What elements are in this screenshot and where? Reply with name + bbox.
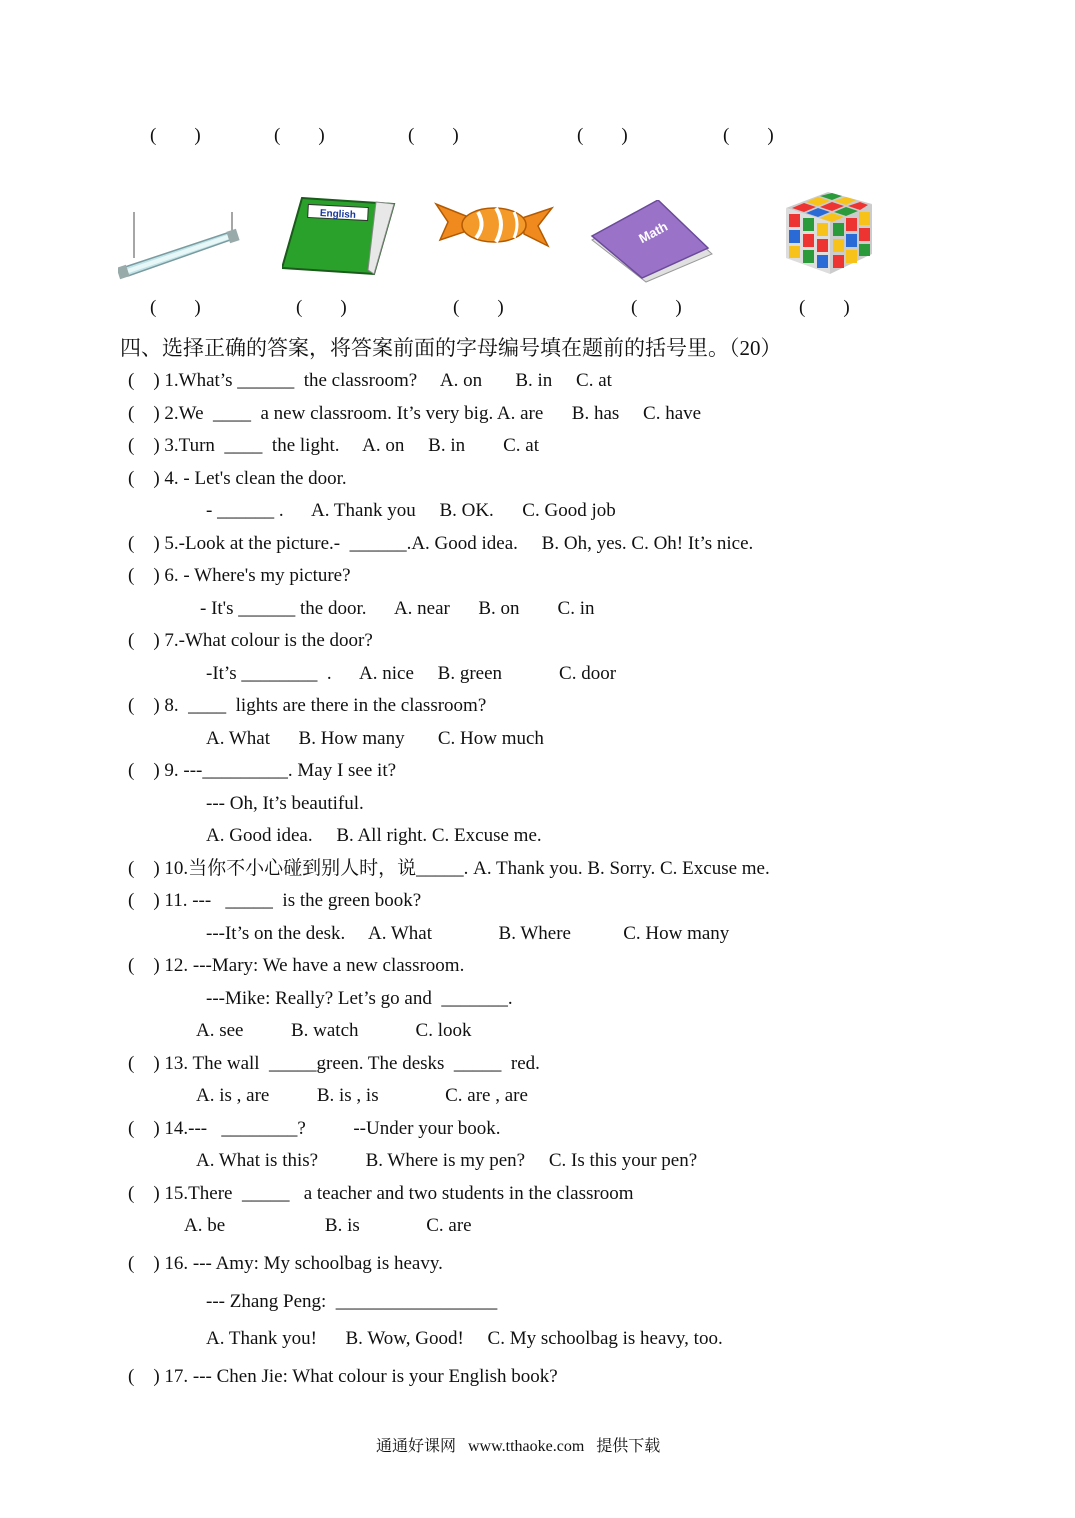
question-8-options: A. What B. How many C. How much (206, 728, 544, 749)
answer-paren-bottom-4[interactable]: ( ) (631, 297, 682, 318)
question-3: ( ) 3.Turn ____ the light. A. on B. in C. at (128, 435, 539, 456)
question-2: ( ) 2.We ____ a new classroom. It’s very big. A. are B. has C. have (128, 403, 702, 424)
question-11: ( ) 11. --- _____ is the green book? (128, 890, 422, 911)
answer-paren-top-1[interactable]: ( ) (150, 125, 201, 146)
question-14-options: A. What is this? B. Where is my pen? C. Is this your pen? (196, 1150, 698, 1171)
answer-paren-bottom-1[interactable]: ( ) (150, 297, 201, 318)
answer-paren-top-5[interactable]: ( ) (723, 125, 774, 146)
question-15-options: A. be B. is C. are (184, 1215, 472, 1236)
fluorescent-light-icon (118, 210, 240, 282)
question-16: ( ) 16. --- Amy: My schoolbag is heavy. (128, 1253, 443, 1274)
english-book-label: English (319, 208, 357, 221)
question-14: ( ) 14.--- ________? --Under your book. (128, 1118, 501, 1139)
question-16-reply: --- Zhang Peng: _________________ (206, 1291, 498, 1312)
question-12-options: A. see B. watch C. look (196, 1020, 472, 1041)
answer-paren-bottom-2[interactable]: ( ) (296, 297, 347, 318)
question-9: ( ) 9. ---_________. May I see it? (128, 760, 397, 781)
answer-paren-top-2[interactable]: ( ) (274, 125, 325, 146)
question-10: ( ) 10.当你不小心碰到别人时，说_____. A. Thank you. B. Sorry. C. Excuse me. (128, 858, 770, 879)
question-15: ( ) 15.There _____ a teacher and two students in the classroom (128, 1183, 634, 1204)
question-13-options: A. is , are B. is , is C. are , are (196, 1085, 528, 1106)
question-16-options: A. Thank you! B. Wow, Good! C. My schoolbag is heavy, too. (206, 1328, 723, 1349)
question-6-options: - It's ______ the door. A. near B. on C. in (200, 598, 595, 619)
answer-paren-bottom-5[interactable]: ( ) (799, 297, 850, 318)
question-12-reply: ---Mike: Really? Let’s go and _______. (206, 988, 513, 1009)
question-13: ( ) 13. The wall _____green. The desks _____ red. (128, 1053, 540, 1074)
section-heading: 四、选择正确的答案，将答案前面的字母编号填在题前的括号里。（20） (120, 336, 782, 360)
rubiks-cube-icon (782, 190, 876, 276)
answer-paren-top-4[interactable]: ( ) (577, 125, 628, 146)
question-7-options: -It’s ________ . A. nice B. green C. door (206, 663, 617, 684)
question-11-options: ---It’s on the desk. A. What B. Where C. How many (206, 923, 730, 944)
question-9-options: A. Good idea. B. All right. C. Excuse me. (206, 825, 542, 846)
candy-icon (434, 196, 554, 250)
question-7: ( ) 7.-What colour is the door? (128, 630, 373, 651)
question-4-options: - ______ . A. Thank you B. OK. C. Good job (206, 500, 616, 521)
question-9-reply: --- Oh, It’s beautiful. (206, 793, 364, 814)
question-4: ( ) 4. - Let's clean the door. (128, 468, 347, 489)
question-6: ( ) 6. - Where's my picture? (128, 565, 351, 586)
answer-paren-top-3[interactable]: ( ) (408, 125, 459, 146)
question-1: ( ) 1.What’s ______ the classroom? A. on B. in C. at (128, 370, 612, 391)
math-book-label: Math (636, 218, 671, 247)
question-17: ( ) 17. --- Chen Jie: What colour is your English book? (128, 1366, 558, 1387)
answer-paren-bottom-3[interactable]: ( ) (453, 297, 504, 318)
question-5: ( ) 5.-Look at the picture.- ______.A. Good idea. B. Oh, yes. C. Oh! It’s nice. (128, 533, 754, 554)
math-book-icon (590, 200, 714, 284)
english-book-icon (282, 196, 398, 278)
question-8: ( ) 8. ____ lights are there in the classroom? (128, 695, 487, 716)
page-footer: 通通好课网 www.tthaoke.com 提供下载 (376, 1438, 661, 1455)
question-12: ( ) 12. ---Mary: We have a new classroom. (128, 955, 465, 976)
